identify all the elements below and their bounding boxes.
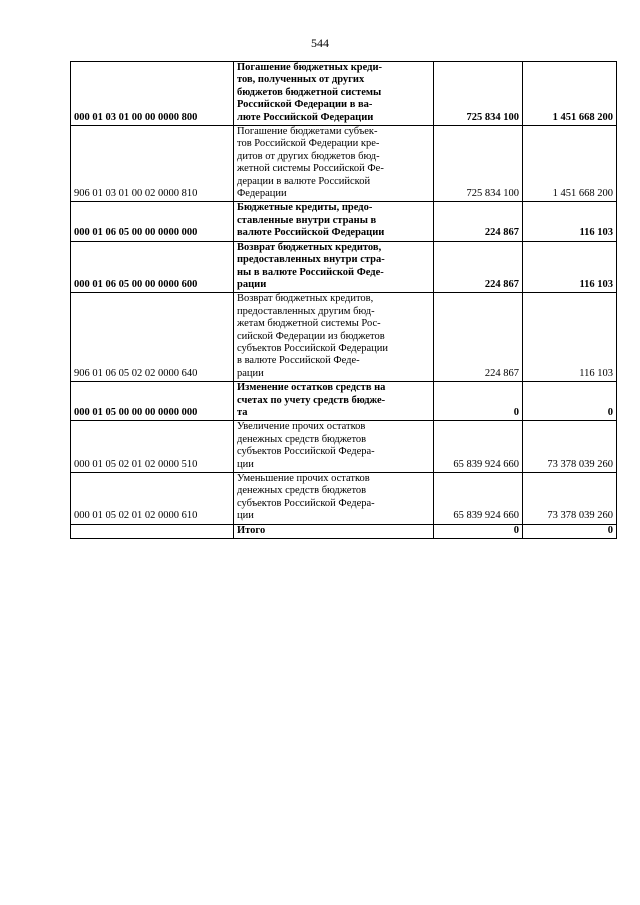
budget-sources-table [70,61,617,539]
source-name-line: Итого [237,524,266,536]
table-row [71,421,617,473]
source-name-line: денежных средств бюджетов [237,485,367,497]
amount-second-year: 73 378 039 260 [523,473,617,525]
amount-second-year: 1 451 668 200 [523,62,617,126]
amount-first-year: 725 834 100 [434,62,523,126]
budget-classification-code [71,524,234,538]
source-name-line: Погашение бюджетами субъек- [237,126,378,138]
amount-first-year: 725 834 100 [434,126,523,202]
table-row [71,382,617,421]
budget-classification-code: 000 01 05 00 00 00 0000 000 [71,382,234,421]
source-name-line: Уменьшение прочих остатков [237,473,370,484]
source-name-line: ции [237,510,254,522]
source-name [234,293,434,382]
source-name-line: люте Российской Федерации [237,111,374,123]
budget-classification-code: 000 01 05 02 01 02 0000 510 [71,421,234,473]
source-name-line: та [237,406,248,418]
source-name-line: бюджетов бюджетной системы [237,86,382,98]
amount-first-year: 224 867 [434,202,523,241]
amount-first-year: 224 867 [434,241,523,293]
amount-second-year: 0 [523,382,617,421]
source-name-line: Федерации [237,188,287,200]
table-row [71,293,617,382]
source-name-line: Российской Федерации в ва- [237,99,373,111]
source-name-line: сийской Федерации из бюджетов [237,330,385,342]
amount-first-year: 0 [434,524,523,538]
source-name-line: ставленные внутри страны в [237,214,377,226]
source-name [234,126,434,202]
amount-first-year: 0 [434,382,523,421]
source-name-line: рации [237,278,267,290]
source-name-line: жетной системы Российской Фе- [237,163,384,175]
table-row [71,62,617,126]
source-name [234,202,434,241]
amount-first-year: 65 839 924 660 [434,473,523,525]
source-name-line: субъектов Российской Федера- [237,497,375,509]
source-name-line: ны в валюте Российской Феде- [237,266,384,278]
table-row [71,524,617,538]
source-name-line: субъектов Российской Федерации [237,342,389,354]
source-name-line: валюте Российской Федерации [237,227,385,239]
source-name-line: Увеличение прочих остатков [237,421,366,433]
source-name-line: дитов от других бюджетов бюд- [237,150,380,162]
source-name-line: тов, полученных от других [237,74,365,86]
source-name-line: тов Российской Федерации кре- [237,138,380,150]
amount-first-year: 224 867 [434,293,523,382]
source-name-line: дерации в валюте Российской [237,175,371,187]
table-row [71,126,617,202]
table-row [71,202,617,241]
source-name-line: Возврат бюджетных кредитов, [237,293,374,305]
source-name-line: Бюджетные кредиты, предо- [237,202,373,214]
source-name-line: ции [237,458,254,470]
source-name-line: Возврат бюджетных кредитов, [237,241,382,253]
source-name [234,473,434,525]
source-name [234,62,434,126]
table-body [71,62,617,539]
table-row [71,241,617,293]
budget-classification-code: 000 01 06 05 00 00 0000 000 [71,202,234,241]
source-name [234,524,434,538]
source-name-line: Изменение остатков средств на [237,382,386,394]
amount-first-year: 65 839 924 660 [434,421,523,473]
source-name-line: денежных средств бюджетов [237,433,367,445]
source-name-line: Погашение бюджетных креди- [237,62,383,73]
amount-second-year: 73 378 039 260 [523,421,617,473]
source-name-line: жетам бюджетной системы Рос- [237,318,381,330]
source-name [234,382,434,421]
amount-second-year: 1 451 668 200 [523,126,617,202]
source-name-line: рации [237,367,264,379]
source-name-line: предоставленных другим бюд- [237,305,375,317]
budget-classification-code: 000 01 03 01 00 00 0000 800 [71,62,234,126]
source-name [234,241,434,293]
source-name-line: предоставленных внутри стра- [237,254,385,266]
source-name-line: субъектов Российской Федера- [237,446,375,458]
source-name-line: счетах по учету средств бюдже- [237,394,386,406]
amount-second-year: 0 [523,524,617,538]
budget-classification-code: 906 01 03 01 00 02 0000 810 [71,126,234,202]
budget-classification-code: 000 01 05 02 01 02 0000 610 [71,473,234,525]
page-number: 544 [311,36,329,50]
table-row [71,473,617,525]
source-name-line: в валюте Российской Феде- [237,355,360,367]
source-name [234,421,434,473]
budget-classification-code: 000 01 06 05 00 00 0000 600 [71,241,234,293]
amount-second-year: 116 103 [523,241,617,293]
budget-classification-code: 906 01 06 05 02 02 0000 640 [71,293,234,382]
amount-second-year: 116 103 [523,293,617,382]
amount-second-year: 116 103 [523,202,617,241]
